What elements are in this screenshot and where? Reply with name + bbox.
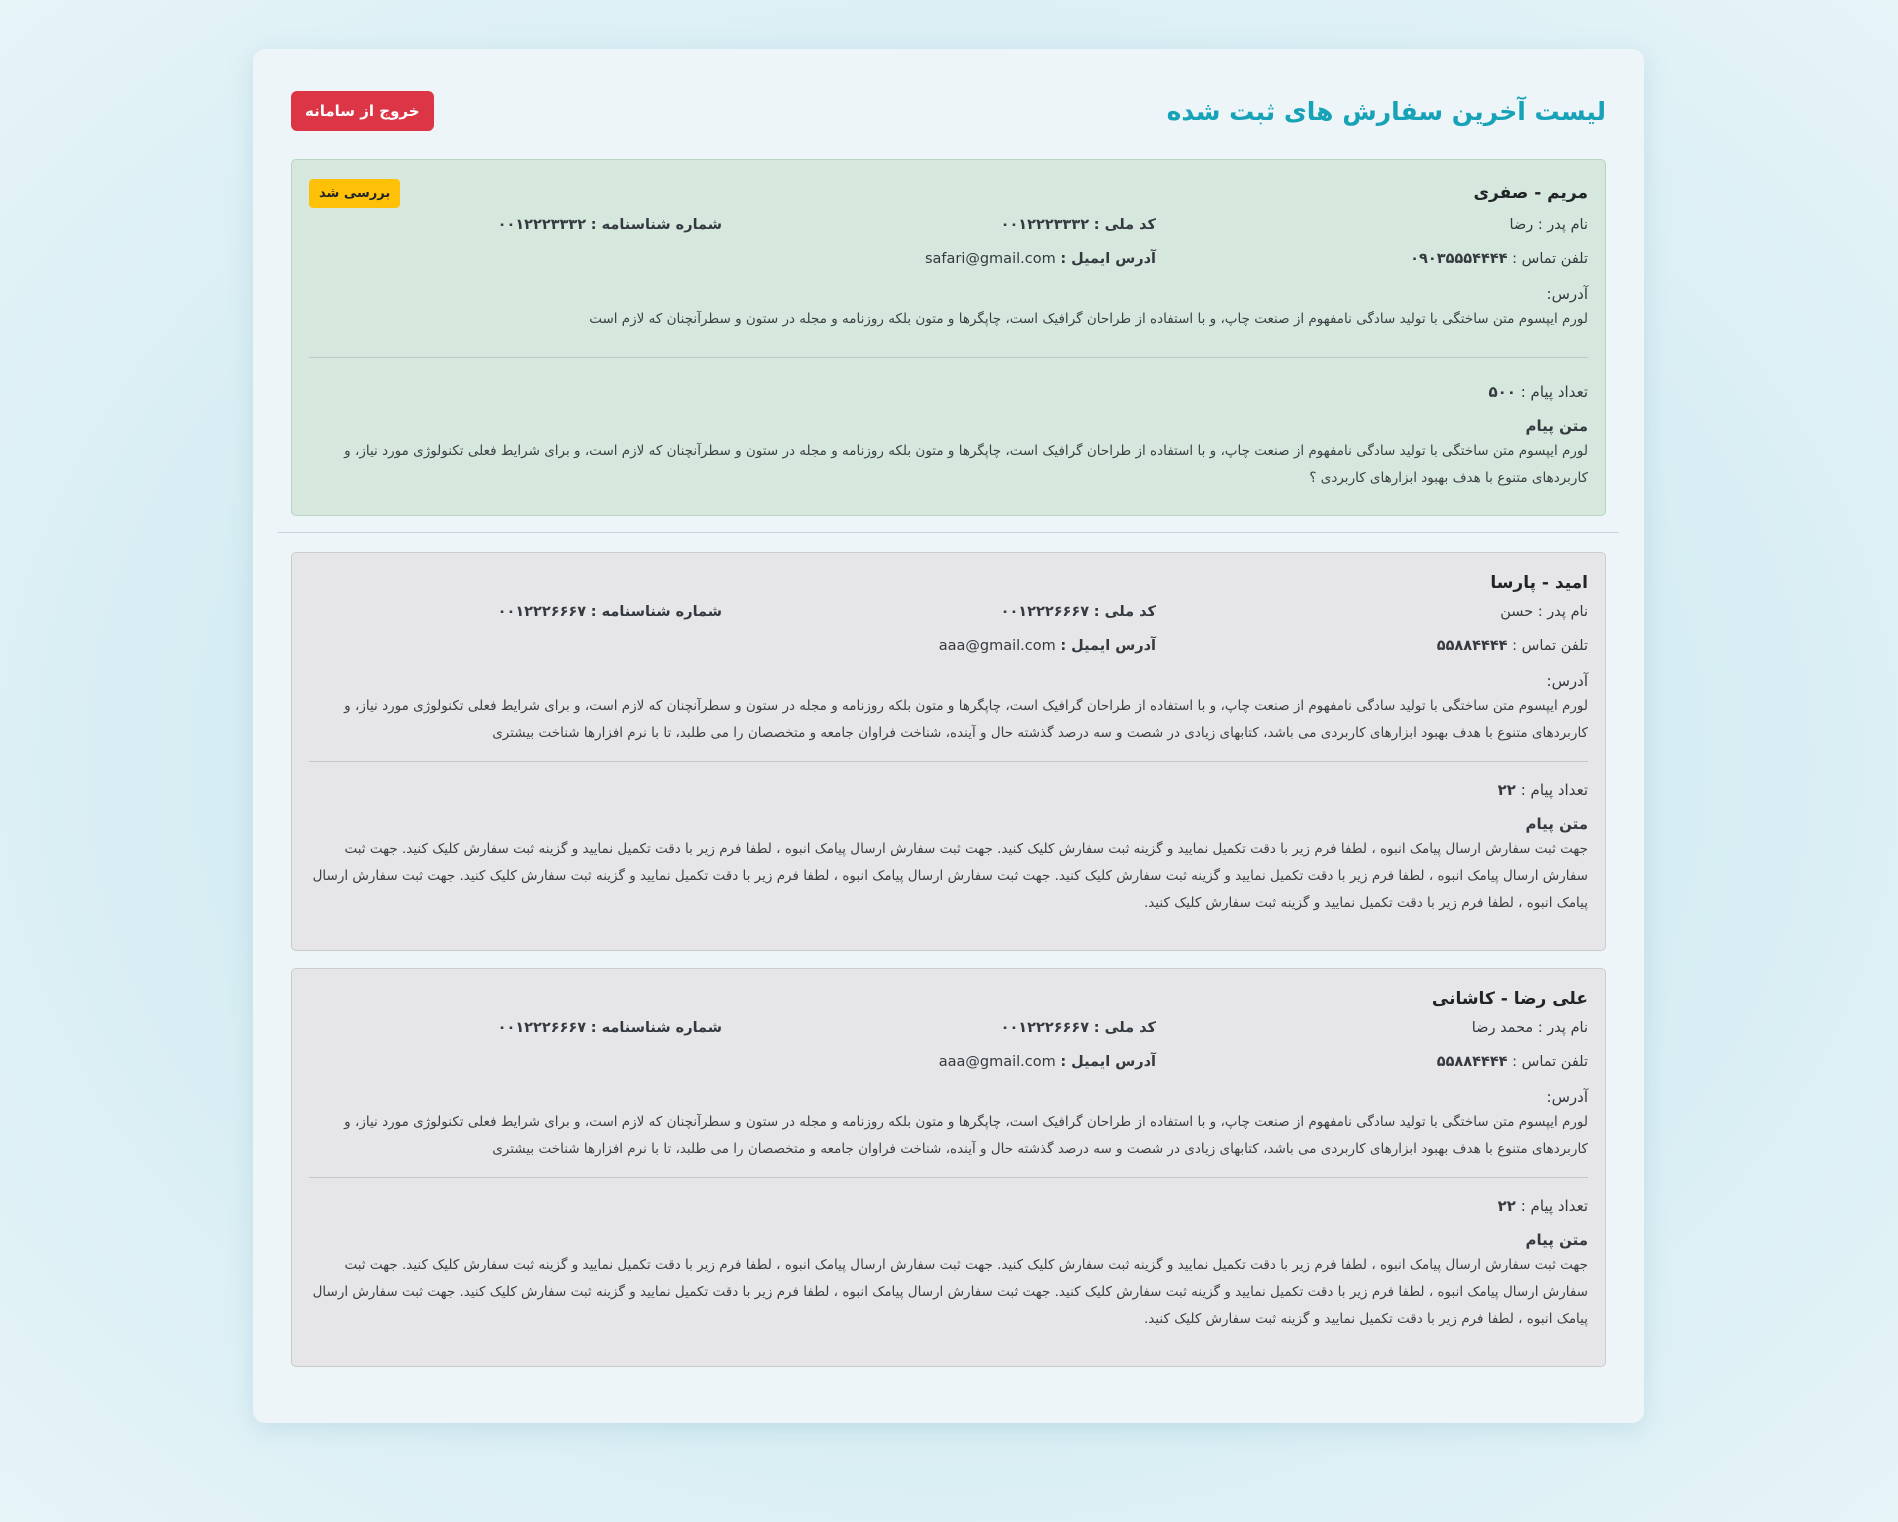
phone-number: تلفن تماس : ۵۵۸۸۴۴۴۴ xyxy=(1436,1054,1588,1070)
message-label: متن پیام xyxy=(1525,1231,1588,1249)
card-divider xyxy=(309,357,1588,358)
address-text: لورم ایپسوم متن ساختگی با تولید سادگی نامفهوم از صنعت چاپ، و با استفاده از طراحان گرافیک است، چاپگرها و متون بلکه روزنامه و مجله در ستون و سطرآنچنان که لازم است xyxy=(589,311,1588,327)
national-code: کد ملی : ۰۰۱۲۲۲۶۶۶۷ xyxy=(1000,1020,1156,1036)
father-name: نام پدر : محمد رضا xyxy=(1471,1020,1588,1036)
address-label: آدرس: xyxy=(1546,1088,1588,1106)
address-label: آدرس: xyxy=(1546,285,1588,303)
message-label: متن پیام xyxy=(1525,417,1588,435)
address-text: لورم ایپسوم متن ساختگی با تولید سادگی نامفهوم از صنعت چاپ، و با استفاده از طراحان گرافیک است، چاپگرها و متون بلکه روزنامه و مجله در ستون و سطرآنچنان که لازم است، و برای شرایط فعلی تکنولوژی مورد نیاز، و کاربردهای متنوع با هدف بهبود ابزارهای کاربردی می باشد، کتابهای زیادی در شصت و سه درصد گذشته حال و آینده، شناخت فراوان جامعه و متخصصان را می طلبد، تا با نرم افزارها شناخت بیشتری xyxy=(344,1114,1588,1157)
order-card xyxy=(291,968,1606,1367)
customer-name: علی رضا - کاشانی xyxy=(1431,989,1588,1009)
email-address: آدرس ایمیل : safari@gmail.com xyxy=(924,251,1156,267)
order-card xyxy=(291,159,1606,516)
birth-cert-number: شماره شناسنامه : ۰۰۱۲۲۲۶۶۶۷ xyxy=(497,1020,722,1036)
message-text: جهت ثبت سفارش ارسال پیامک انبوه ، لطفا فرم زیر با دقت تکمیل نمایید و گزینه ثبت سفارش کلیک کنید. جهت ثبت سفارش ارسال پیامک انبوه ، لطفا فرم زیر با دقت تکمیل نمایید و گزینه ثبت سفارش کلیک کنید. جهت ثبت سفارش ارسال پیامک انبوه ، لطفا فرم زیر با دقت تکمیل نمایید و گزینه ثبت سفارش کلیک کنید. جهت ثبت سفارش ارسال پیامک انبوه ، لطفا فرم زیر با دقت تکمیل نمایید و گزینه ثبت سفارش کلیک کنید. جهت ثبت سفارش ارسال پیامک انبوه ، لطفا فرم زیر با دقت تکمیل نمایید و گزینه ثبت سفارش کلیک کنید. xyxy=(312,1257,1588,1327)
phone-number: تلفن تماس : ۰۹۰۳۵۵۵۴۴۴۴ xyxy=(1410,251,1588,267)
logout-button[interactable]: خروج از سامانه xyxy=(291,91,434,131)
status-badge: بررسی شد xyxy=(309,179,400,208)
national-code: کد ملی : ۰۰۱۲۲۲۳۳۳۲ xyxy=(1000,217,1156,233)
card-divider xyxy=(309,1177,1588,1178)
message-text: لورم ایپسوم متن ساختگی با تولید سادگی نامفهوم از صنعت چاپ، و با استفاده از طراحان گرافیک است، چاپگرها و متون بلکه روزنامه و مجله در ستون و سطرآنچنان که لازم است، و برای شرایط فعلی تکنولوژی مورد نیاز، و کاربردهای متنوع با هدف بهبود ابزارهای کاربردی ؟ xyxy=(344,443,1588,486)
address-text: لورم ایپسوم متن ساختگی با تولید سادگی نامفهوم از صنعت چاپ، و با استفاده از طراحان گرافیک است، چاپگرها و متون بلکه روزنامه و مجله در ستون و سطرآنچنان که لازم است، و برای شرایط فعلی تکنولوژی مورد نیاز، و کاربردهای متنوع با هدف بهبود ابزارهای کاربردی می باشد، کتابهای زیادی در شصت و سه درصد گذشته حال و آینده، شناخت فراوان جامعه و متخصصان را می طلبد، تا با نرم افزارها شناخت بیشتری xyxy=(344,698,1588,741)
message-count: تعداد پیام : ۲۲ xyxy=(1497,1197,1588,1215)
card-divider xyxy=(309,761,1588,762)
national-code: کد ملی : ۰۰۱۲۲۲۶۶۶۷ xyxy=(1000,604,1156,620)
address-label: آدرس: xyxy=(1546,672,1588,690)
orders-panel xyxy=(253,49,1644,1423)
father-name: نام پدر : حسن xyxy=(1500,604,1588,620)
page-title: لیست آخرین سفارش های ثبت شده xyxy=(1166,96,1606,126)
email-address: آدرس ایمیل : aaa@gmail.com xyxy=(938,638,1156,654)
birth-cert-number: شماره شناسنامه : ۰۰۱۲۲۲۶۶۶۷ xyxy=(497,604,722,620)
message-count: تعداد پیام : ۵۰۰ xyxy=(1488,383,1588,401)
message-count: تعداد پیام : ۲۲ xyxy=(1497,781,1588,799)
list-separator xyxy=(278,532,1619,533)
message-text: جهت ثبت سفارش ارسال پیامک انبوه ، لطفا فرم زیر با دقت تکمیل نمایید و گزینه ثبت سفارش کلیک کنید. جهت ثبت سفارش ارسال پیامک انبوه ، لطفا فرم زیر با دقت تکمیل نمایید و گزینه ثبت سفارش کلیک کنید. جهت ثبت سفارش ارسال پیامک انبوه ، لطفا فرم زیر با دقت تکمیل نمایید و گزینه ثبت سفارش کلیک کنید. جهت ثبت سفارش ارسال پیامک انبوه ، لطفا فرم زیر با دقت تکمیل نمایید و گزینه ثبت سفارش کلیک کنید. جهت ثبت سفارش ارسال پیامک انبوه ، لطفا فرم زیر با دقت تکمیل نمایید و گزینه ثبت سفارش کلیک کنید. xyxy=(312,841,1588,911)
customer-name: مریم - صفری xyxy=(1473,183,1588,203)
customer-name: امید - پارسا xyxy=(1490,573,1588,593)
birth-cert-number: شماره شناسنامه : ۰۰۱۲۲۲۳۳۳۲ xyxy=(497,217,722,233)
phone-number: تلفن تماس : ۵۵۸۸۴۴۴۴ xyxy=(1436,638,1588,654)
panel-header xyxy=(291,90,1606,132)
father-name: نام پدر : رضا xyxy=(1509,217,1588,233)
email-address: آدرس ایمیل : aaa@gmail.com xyxy=(938,1054,1156,1070)
order-card xyxy=(291,552,1606,951)
message-label: متن پیام xyxy=(1525,815,1588,833)
